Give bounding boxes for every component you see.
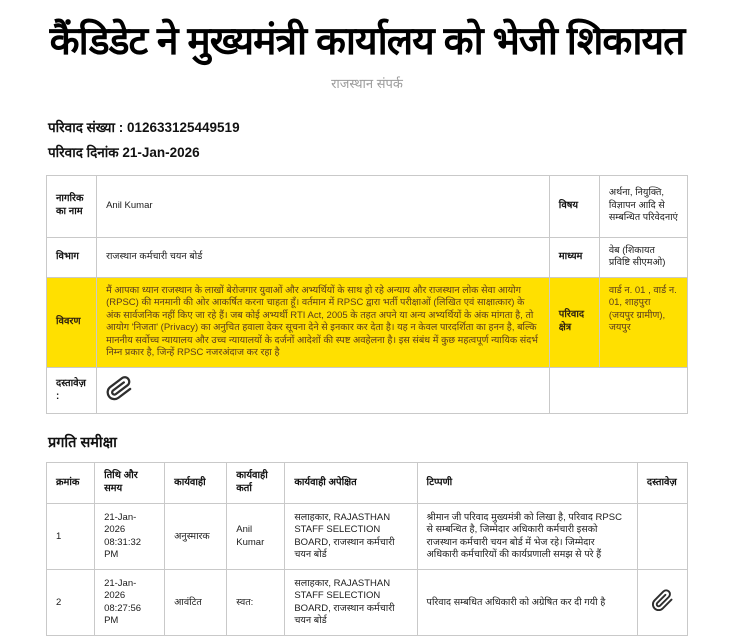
table-row (47, 570, 688, 636)
col-action-expected: कार्यवाही अपेक्षित (285, 463, 417, 504)
complaint-date: परिवाद दिनांक 21-Jan-2026 (48, 144, 200, 160)
paperclip-icon[interactable] (651, 589, 674, 612)
document-cell (637, 570, 687, 636)
subject-value: अर्थना, नियुक्ति, विज्ञापन आदि से सम्बन्धित परिवेदनाएं (599, 175, 687, 237)
documents-label: दस्तावेज़: (47, 367, 97, 414)
complaint-number: परिवाद संख्या : 012633125449519 (48, 119, 240, 135)
source-caption: राजस्थान संपर्क (331, 75, 403, 91)
medium-value: वेब (शिकायत प्रविष्टि सीएमओ) (599, 237, 687, 277)
table-row (47, 237, 688, 277)
complaint-area-value: वार्ड न. 01 , वार्ड न. 01, शाहपुरा (जयपुर ग्रामीण), जयपुर (599, 277, 687, 367)
complaint-area-label: परिवाद क्षेत्र (549, 277, 599, 367)
citizen-name-label: नागरिक का नाम (47, 175, 97, 237)
article-headline: कैंडिडेट ने मुख्यमंत्री कार्यालय को भेजी शिकायत (49, 20, 685, 63)
department-label: विभाग (47, 237, 97, 277)
col-document: दस्तावेज़ (637, 463, 687, 504)
remark-cell: परिवाद सम्बधित अधिकारी को अग्रेषित कर दी गयी है (417, 570, 637, 636)
documents-empty-cell (549, 367, 687, 414)
action-cell: अनुस्मारक (165, 504, 227, 570)
action-expected-cell: सलाहकार, RAJASTHAN STAFF SELECTION BOARD, राजस्थान कर्मचारी चयन बोर्ड (285, 504, 417, 570)
serial-cell: 2 (47, 570, 95, 636)
action-expected-cell: सलाहकार, RAJASTHAN STAFF SELECTION BOARD, राजस्थान कर्मचारी चयन बोर्ड (285, 570, 417, 636)
progress-review-heading: प्रगति समीक्षा (48, 435, 117, 452)
paperclip-icon[interactable] (104, 373, 134, 403)
serial-cell: 1 (47, 504, 95, 570)
col-action: कार्यवाही (165, 463, 227, 504)
col-serial: क्रमांक (47, 463, 95, 504)
col-remark: टिप्पणी (417, 463, 637, 504)
table-row (47, 504, 688, 570)
table-row-highlighted (47, 277, 688, 367)
complaint-details-table (46, 175, 688, 415)
action-by-cell: स्वत: (227, 570, 285, 636)
description-value: मैं आपका ध्यान राजस्थान के लाखों बेरोजगार युवाओं और अभ्यर्थियों के साथ हो रहे अन्याय और राजस्थान लोक सेवा आयोग (RPSC) की मनमानी की ओर आकर्षित करना चाहता हूँ। वर्तमान में RPSC द्वारा भर्ती परीक्षाओं (लिखित एवं साक्षात्कार) के अंक सार्वजनिक नहीं किए जा रहे हैं। जब कोई अभ्यर्थी RTI Act, 2005 के तहत अपने या अन्य अभ्यर्थियों के अंक मांगता है, तो आयोग 'निजता' (Privacy) का अनुचित हवाला देकर सूचना देने से इनकार कर देता है। यह न केवल पारदर्शिता का हनन है, बल्कि माननीय सर्वोच्च न्यायालय और उच्च न्यायालयों के दर्जनों आदेशों की स्पष्ट अवहेलना है। इस संबंध में कुछ महत्वपूर्ण न्यायिक संदर्भ निम्न प्रकार है, जिन्हें RPSC नजरअंदाज कर रहा है (97, 277, 550, 367)
progress-review-table (46, 462, 688, 636)
citizen-name-value: Anil Kumar (97, 175, 550, 237)
table-row (47, 175, 688, 237)
table-header-row (47, 463, 688, 504)
description-label: विवरण (47, 277, 97, 367)
document-cell (637, 504, 687, 570)
medium-label: माध्यम (549, 237, 599, 277)
datetime-cell: 21-Jan-2026 08:27:56 PM (95, 570, 165, 636)
datetime-cell: 21-Jan-2026 08:31:32 PM (95, 504, 165, 570)
subject-label: विषय (549, 175, 599, 237)
action-cell: आवंटित (165, 570, 227, 636)
documents-cell (97, 367, 550, 414)
action-by-cell: Anil Kumar (227, 504, 285, 570)
col-datetime: तिथि और समय (95, 463, 165, 504)
remark-cell: श्रीमान जी परिवाद मुख्यमंत्री को लिखा है, परिवाद RPSC से सम्बन्धित है, जिम्मेदार अधिकारी कर्मचारी इसको राजस्थान कर्मचारी चयन बोर्ड में भेज रहे। जिम्मेदार अधिकारी कर्मचारियों की कार्यप्रणाली समझ से परे हैं (417, 504, 637, 570)
department-value: राजस्थान कर्मचारी चयन बोर्ड (97, 237, 550, 277)
table-row (47, 367, 688, 414)
col-action-by: कार्यवाही कर्ता (227, 463, 285, 504)
